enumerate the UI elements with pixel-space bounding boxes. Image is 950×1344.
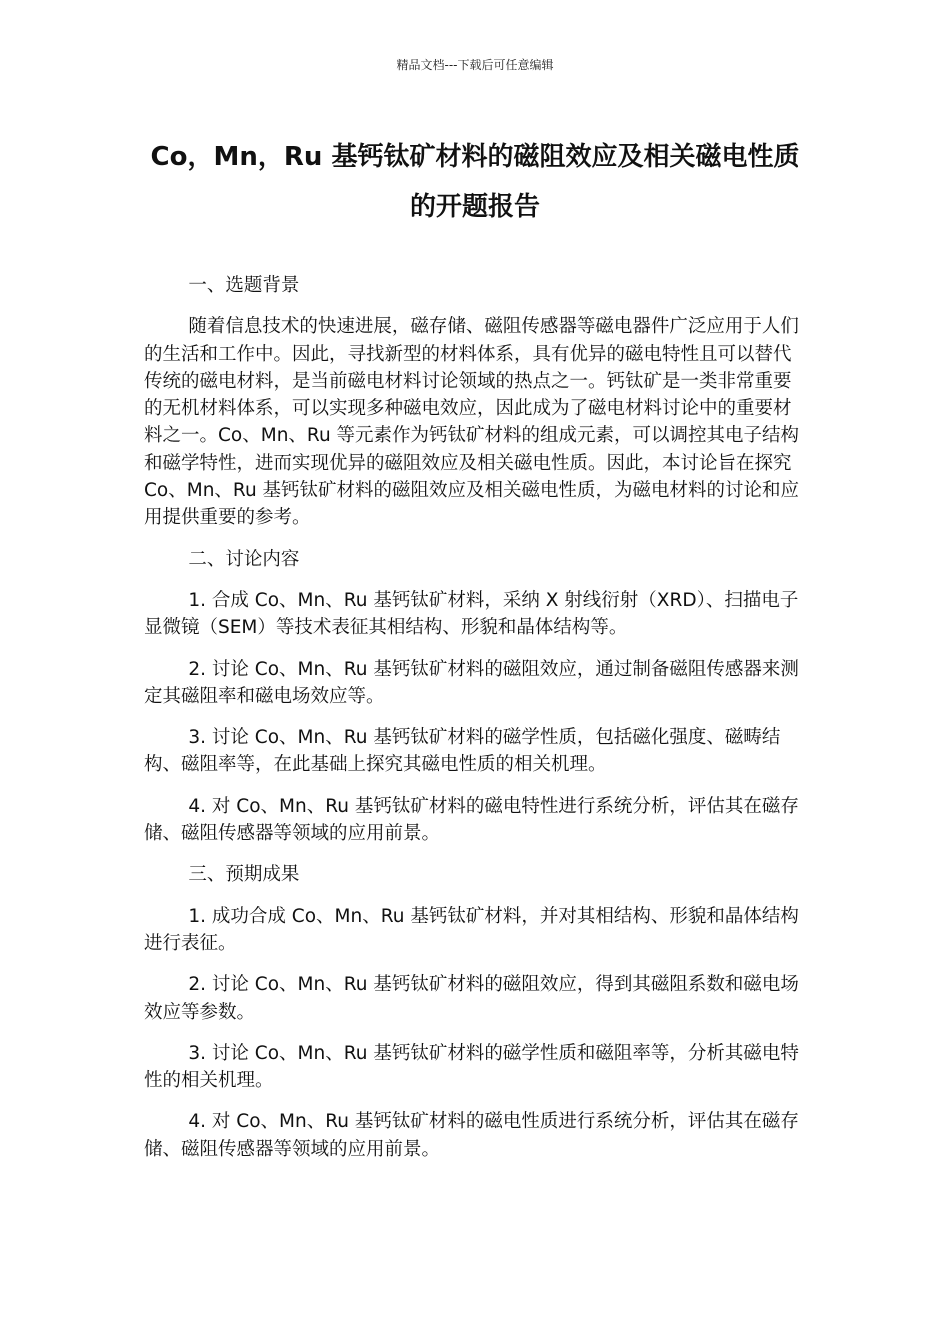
section-heading: 三、预期成果 bbox=[188, 864, 300, 886]
list-paragraph: 2. 讨论 Co、Mn、Ru 基钙钛矿材料的磁阻效应，通过制备磁阻传感器来测定其磁阻率和磁电场效应等。 bbox=[144, 658, 799, 707]
list-paragraph: 3. 讨论 Co、Mn、Ru 基钙钛矿材料的磁学性质和磁阻率等，分析其磁电特性的相关机理。 bbox=[144, 1042, 799, 1092]
document-body bbox=[144, 272, 800, 1177]
document-title: Co，Mn，Ru 基钙钛矿材料的磁阻效应及相关磁电性质的开题报告 bbox=[150, 142, 800, 222]
section-heading: 一、选题背景 bbox=[188, 275, 300, 296]
paragraph: 随着信息技术的快速进展，磁存储、磁阻传感器等磁电器件广泛应用于人们的生活和工作中。因此，寻找新型的材料体系，具有优异的磁电特性且可以替代传统的磁电材料，是当前磁电材料讨论领域的热点之一。钙钛矿是一类非常重要的无机材料体系，可以实现多种磁电效应，因此成为了磁电材料讨论中的重要材料之一。Co、Mn、Ru 等元素作为钙钛矿材料的组成元素，可以调控其电子结构和磁学特性，进而实现优异的磁阻效应及相关磁电性质。因此，本讨论旨在探究 Co、Mn、Ru 基钙钛矿材料的磁阻效应及相关磁电性质，为磁电材料的讨论和应用提供重要的参考。 bbox=[144, 316, 800, 529]
section-heading: 二、讨论内容 bbox=[188, 548, 300, 570]
list-paragraph: 1. 成功合成 Co、Mn、Ru 基钙钛矿材料，并对其相结构、形貌和晶体结构进行表征。 bbox=[144, 905, 799, 954]
list-paragraph: 3. 讨论 Co、Mn、Ru 基钙钛矿材料的磁学性质，包括磁化强度、磁畴结构、磁阻率等，在此基础上探究其磁电性质的相关机理。 bbox=[144, 727, 781, 776]
list-paragraph: 4. 对 Co、Mn、Ru 基钙钛矿材料的磁电性质进行系统分析，评估其在磁存储、磁阻传感器等领域的应用前景。 bbox=[144, 1111, 799, 1160]
list-paragraph: 4. 对 Co、Mn、Ru 基钙钛矿材料的磁电特性进行系统分析，评估其在磁存储、磁阻传感器等领域的应用前景。 bbox=[144, 795, 799, 845]
page-header: 精品文档---下载后可任意编辑 bbox=[396, 58, 554, 72]
list-paragraph: 1. 合成 Co、Mn、Ru 基钙钛矿材料，采纳 X 射线衍射（XRD）、扫描电子显微镜（SEM）等技术表征其相结构、形貌和晶体结构等。 bbox=[144, 589, 799, 639]
list-paragraph: 2. 讨论 Co、Mn、Ru 基钙钛矿材料的磁阻效应，得到其磁阻系数和磁电场效应等参数。 bbox=[144, 974, 799, 1023]
